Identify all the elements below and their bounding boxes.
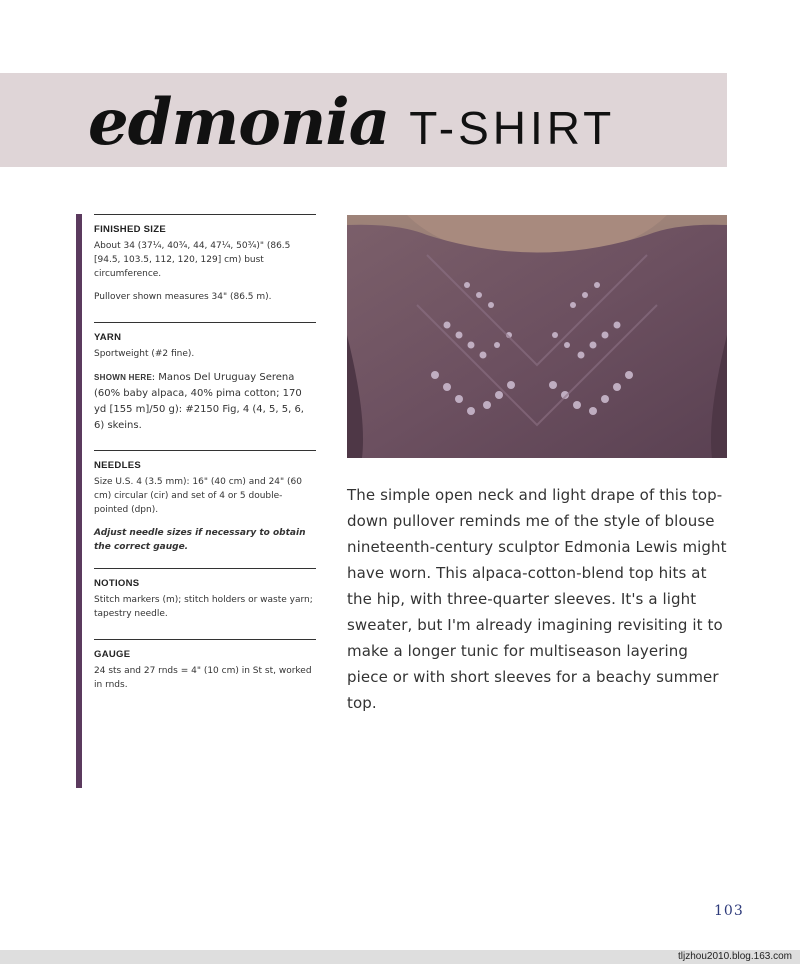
finished-size-shown-text: Pullover shown measures 34" (86.5 m). xyxy=(94,292,272,302)
yarn-section xyxy=(94,322,316,434)
sidebar-accent-bar xyxy=(76,214,82,788)
intro-paragraph: The simple open neck and light drape of this top-down pullover reminds me of the style of blouse nineteenth-century sculptor Edmonia Lewis might have worn. This alpaca-cotton-blend top hits at the hip, with three-quarter sleeves. It's a light sweater, but I'm already imagining revisiting it to make a longer tunic for multiseason layering piece or with short sleeves for a beachy summer top. xyxy=(347,486,727,712)
finished-size-text: About 34 (37¼, 40¾, 44, 47¼, 50¾)" (86.5 [94.5, 103.5, 112, 120, 129] cm) bust circumference. xyxy=(94,241,291,279)
needles-text: Size U.S. 4 (3.5 mm): 16" (40 cm) and 24" (60 cm) circular (cir) and set of 4 or 5 double-pointed (dpn). xyxy=(94,477,303,515)
finished-size-section xyxy=(94,214,316,304)
page-number: 103 xyxy=(714,903,744,919)
notions-section xyxy=(94,568,316,621)
title-script-word: edmonia xyxy=(88,85,390,160)
finished-size-heading: FINISHED SIZE xyxy=(94,224,166,235)
title-caps-word: T-SHIRT xyxy=(409,102,616,154)
shown-here-label: SHOWN HERE: xyxy=(94,373,156,382)
notions-text: Stitch markers (m); stitch holders or waste yarn; tapestry needle. xyxy=(94,595,313,619)
blog-watermark: tljzhou2010.blog.163.com xyxy=(678,951,792,962)
yarn-weight-text: Sportweight (#2 fine). xyxy=(94,349,195,359)
page-title xyxy=(88,78,615,168)
gauge-heading: GAUGE xyxy=(94,649,131,660)
gauge-text: 24 sts and 27 rnds = 4" (10 cm) in St st, worked in rnds. xyxy=(94,666,312,690)
yarn-heading: YARN xyxy=(94,332,122,343)
sweater-lace-yoke-photo xyxy=(347,215,727,458)
needles-heading: NEEDLES xyxy=(94,460,141,471)
pattern-info-sidebar xyxy=(94,214,316,701)
needles-gauge-note: Adjust needle sizes if necessary to obtain the correct gauge. xyxy=(94,528,306,552)
yarn-shown-here xyxy=(94,370,316,434)
gauge-section xyxy=(94,639,316,692)
notions-heading: NOTIONS xyxy=(94,578,140,589)
needles-section xyxy=(94,450,316,554)
shown-here-text: Manos Del Uruguay Serena (60% baby alpaca, 40% pima cotton; 170 yd [155 m]/50 g): #2150 Fig, 4 (4, 5, 5, 6, 6) skeins. xyxy=(94,372,304,431)
